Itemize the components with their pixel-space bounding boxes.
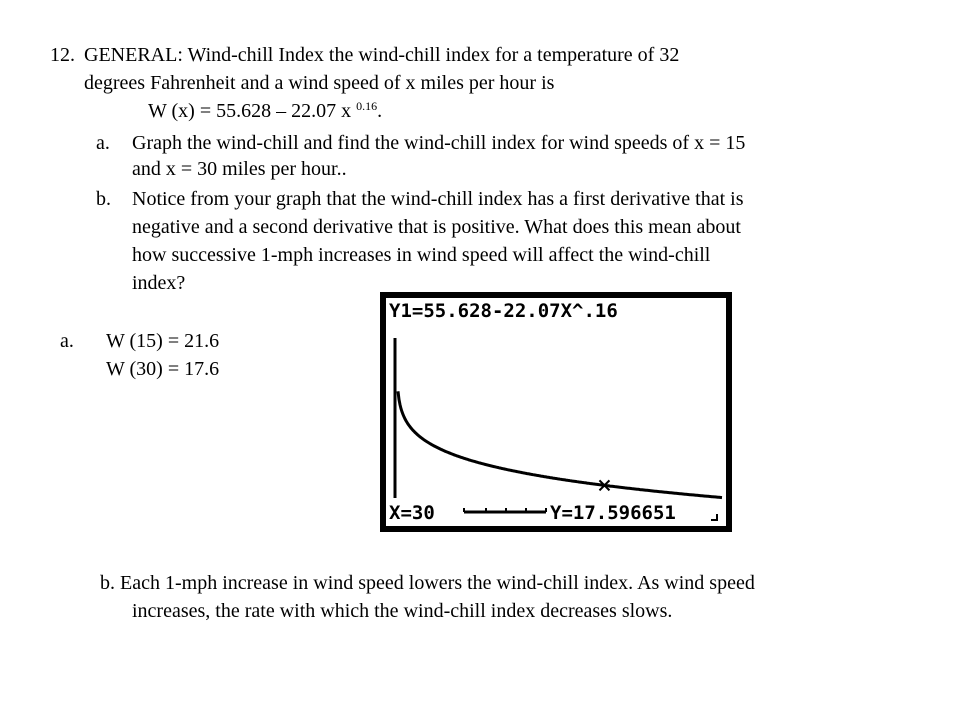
- answer-b-line-1: b. Each 1-mph increase in wind speed lowers the wind-chill index. As wind speed: [100, 572, 755, 594]
- part-b-line-2: negative and a second derivative that is positive. What does this mean about: [132, 216, 741, 238]
- formula-suffix: .: [377, 100, 383, 122]
- part-b-marker: b.: [96, 188, 111, 210]
- answer-b-line-2: increases, the rate with which the wind-chill index decreases slows.: [132, 600, 673, 622]
- problem-line-2: degrees Fahrenheit and a wind speed of x miles per hour is: [84, 72, 555, 94]
- answer-a-line-1: W (15) = 21.6: [106, 330, 220, 352]
- wind-chill-curve: [398, 391, 722, 497]
- calculator-graph: [386, 298, 726, 526]
- formula: [148, 98, 382, 124]
- part-b-line-1: Notice from your graph that the wind-chill index has a first derivative that is: [132, 188, 744, 210]
- x-readout: X=30: [389, 502, 435, 524]
- calculator-screen: [386, 298, 726, 526]
- problem-number: 12.: [50, 44, 75, 66]
- formula-prefix: W (x) = 55.628 – 22.07 x: [148, 100, 357, 122]
- formula-exponent: 0.16: [356, 99, 378, 113]
- part-a-line-2: and x = 30 miles per hour..: [132, 158, 347, 180]
- y-readout: Y=17.596651: [550, 502, 676, 524]
- calculator-equation: Y1=55.628-22.07X^.16: [389, 300, 618, 322]
- part-a-marker: a.: [96, 132, 110, 154]
- answer-a-marker: a.: [60, 330, 74, 352]
- cursor-corner-icon: [711, 514, 717, 520]
- problem-line-1: GENERAL: Wind-chill Index the wind-chill index for a temperature of 32: [84, 44, 680, 66]
- part-b-line-4: index?: [132, 272, 186, 294]
- calculator-screenshot: [380, 292, 732, 532]
- part-b-line-3: how successive 1-mph increases in wind speed will affect the wind-chill: [132, 244, 711, 266]
- answer-a-line-2: W (30) = 17.6: [106, 358, 220, 380]
- part-a-line-1: Graph the wind-chill and find the wind-chill index for wind speeds of x = 15: [132, 132, 746, 154]
